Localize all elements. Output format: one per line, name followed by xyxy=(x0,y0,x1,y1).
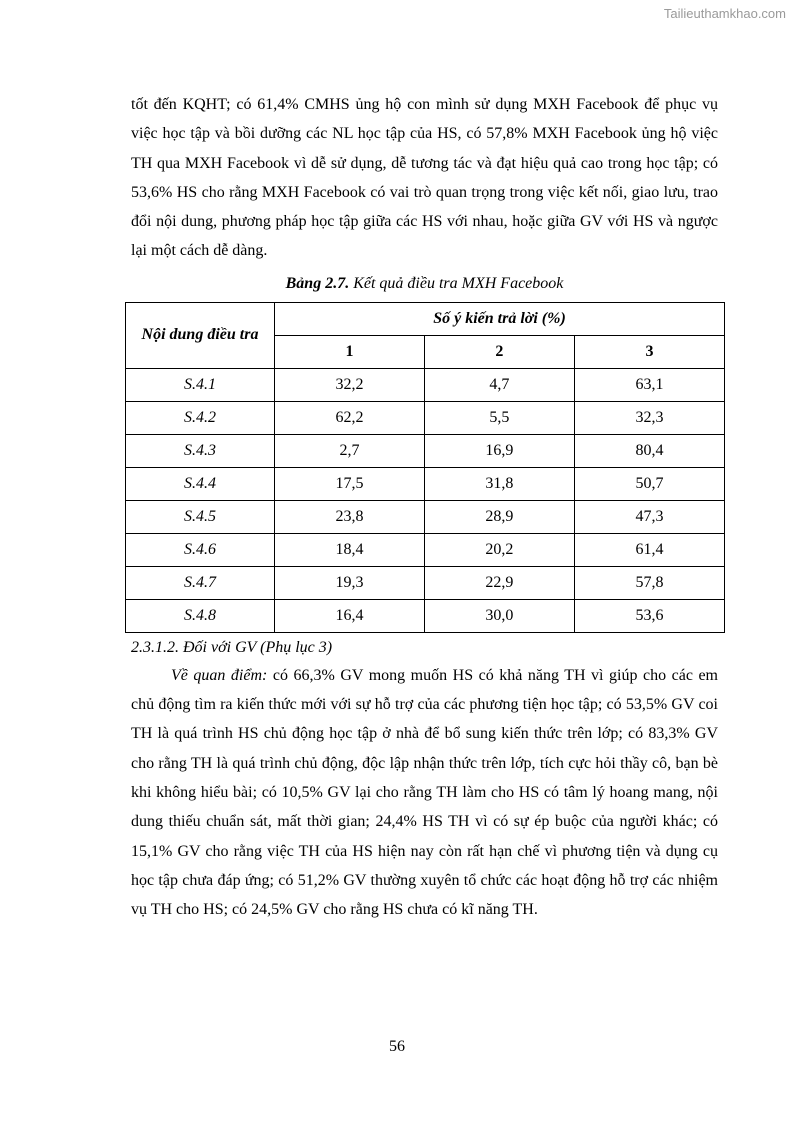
page-content xyxy=(131,90,718,924)
cell-value: 22,9 xyxy=(424,566,574,599)
cell-value: 80,4 xyxy=(574,434,724,467)
header-response-percent: Số ý kiến trả lời (%) xyxy=(275,302,725,335)
row-code: S.4.7 xyxy=(126,566,275,599)
table-caption-text: Kết quả điều tra MXH Facebook xyxy=(353,274,564,292)
header-option-2: 2 xyxy=(424,335,574,368)
paragraph-lead: Về quan điểm: xyxy=(171,666,268,684)
cell-value: 31,8 xyxy=(424,467,574,500)
table-row xyxy=(126,500,725,533)
table-row xyxy=(126,434,725,467)
table-row xyxy=(126,533,725,566)
table-caption-label: Bảng 2.7. xyxy=(285,274,350,292)
cell-value: 47,3 xyxy=(574,500,724,533)
cell-value: 57,8 xyxy=(574,566,724,599)
row-code: S.4.6 xyxy=(126,533,275,566)
row-code: S.4.5 xyxy=(126,500,275,533)
paragraph-intro: tốt đến KQHT; có 61,4% CMHS ủng hộ con mình sử dụng MXH Facebook để phục vụ việc học tập và bồi dưỡng các NL học tập của HS, có 57,8% MXH Facebook ủng hộ việc TH qua MXH Facebook vì dễ sử dụng, dễ tương tác và đạt hiệu quả cao trong học tập; có 53,6% HS cho rằng MXH Facebook có vai trò quan trọng trong việc kết nối, giao lưu, trao đổi nội dung, phương pháp học tập giữa các HS với nhau, hoặc giữa GV với HS và ngược lại một cách dễ dàng. xyxy=(131,96,718,260)
cell-value: 28,9 xyxy=(424,500,574,533)
header-survey-content: Nội dung điều tra xyxy=(126,302,275,368)
table-caption xyxy=(131,272,718,296)
row-code: S.4.2 xyxy=(126,401,275,434)
cell-value: 2,7 xyxy=(275,434,425,467)
page-number: 56 xyxy=(389,1038,405,1055)
table-row xyxy=(126,599,725,632)
cell-value: 32,3 xyxy=(574,401,724,434)
table-row xyxy=(126,566,725,599)
cell-value: 17,5 xyxy=(275,467,425,500)
cell-value: 16,4 xyxy=(275,599,425,632)
row-code: S.4.3 xyxy=(126,434,275,467)
row-code: S.4.1 xyxy=(126,368,275,401)
cell-value: 63,1 xyxy=(574,368,724,401)
row-code: S.4.4 xyxy=(126,467,275,500)
header-option-3: 3 xyxy=(574,335,724,368)
cell-value: 32,2 xyxy=(275,368,425,401)
section-heading: 2.3.1.2. Đối với GV (Phụ lục 3) xyxy=(131,638,333,656)
cell-value: 18,4 xyxy=(275,533,425,566)
paragraph-body: có 66,3% GV mong muốn HS có khả năng TH vì giúp cho các em chủ động tìm ra kiến thức mới với sự hỗ trợ của các phương tiện học tập; có 53,5% GV coi TH là quá trình HS chủ động học tập ở nhà để bổ sung kiến thức trên lớp; có 83,3% GV cho rằng TH là quá trình chủ động, độc lập nhận thức trên lớp, tích cực hỏi thầy cô, bạn bè khi không hiểu bài; có 10,5% GV lại cho rằng TH làm cho HS có tâm lý hoang mang, nội dung thiếu chuẩn sát, mất thời gian; 24,4% HS TH vì có sự ép buộc của người khác; có 15,1% GV cho rằng việc TH của HS hiện nay còn rất hạn chế vì phương tiện và dụng cụ học tập chưa đáp ứng; có 51,2% GV thường xuyên tổ chức các hoạt động hỗ trợ các nhiệm vụ TH cho HS; có 24,5% GV cho rằng HS chưa có kĩ năng TH. xyxy=(131,666,718,919)
table-row xyxy=(126,368,725,401)
cell-value: 4,7 xyxy=(424,368,574,401)
cell-value: 23,8 xyxy=(275,500,425,533)
row-code: S.4.8 xyxy=(126,599,275,632)
table-row xyxy=(126,467,725,500)
cell-value: 50,7 xyxy=(574,467,724,500)
cell-value: 53,6 xyxy=(574,599,724,632)
cell-value: 16,9 xyxy=(424,434,574,467)
cell-value: 20,2 xyxy=(424,533,574,566)
cell-value: 62,2 xyxy=(275,401,425,434)
cell-value: 30,0 xyxy=(424,599,574,632)
survey-table xyxy=(125,302,725,633)
cell-value: 19,3 xyxy=(275,566,425,599)
cell-value: 5,5 xyxy=(424,401,574,434)
table-row xyxy=(126,401,725,434)
paragraph-teacher-views xyxy=(131,661,718,925)
header-option-1: 1 xyxy=(275,335,425,368)
cell-value: 61,4 xyxy=(574,533,724,566)
watermark-text: Tailieuthamkhao.com xyxy=(663,6,786,21)
